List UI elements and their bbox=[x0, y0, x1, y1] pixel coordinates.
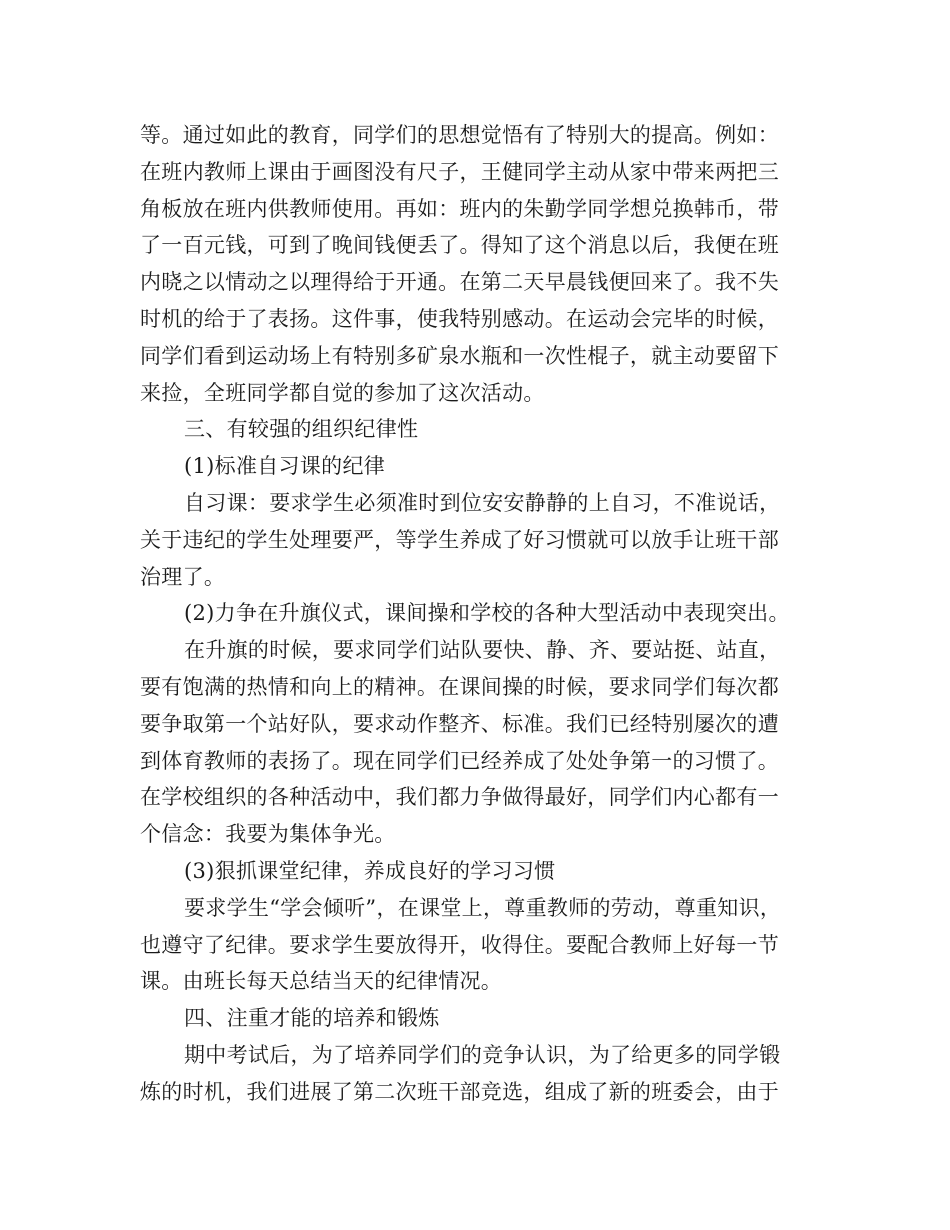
text-line: 了一百元钱，可到了晚间钱便丢了。得知了这个消息以后，我便在班 bbox=[140, 233, 779, 258]
text-line: (3)狠抓课堂纪律，养成良好的学习习惯 bbox=[184, 858, 556, 883]
text-line: 角板放在班内供教师使用。再如：班内的朱勤学同学想兑换韩币，带 bbox=[140, 196, 779, 221]
text-line: 课。由班长每天总结当天的纪律情况。 bbox=[140, 969, 503, 994]
text-line: 关于违纪的学生处理要严，等学生养成了好习惯就可以放手让班干部 bbox=[140, 527, 779, 552]
text-line: 在升旗的时候，要求同学们站队要快、静、齐、要站挺、站直， bbox=[184, 638, 781, 663]
text-line: 在学校组织的各种活动中，我们都力争做得最好，同学们内心都有一 bbox=[140, 785, 779, 810]
document-body bbox=[140, 117, 830, 1111]
text-line: 要争取第一个站好队，要求动作整齐、标准。我们已经特别屡次的遭 bbox=[140, 711, 779, 736]
text-line: 自习课：要求学生必须准时到位安安静静的上自习，不准说话， bbox=[184, 490, 781, 515]
text-line: 也遵守了纪律。要求学生要放得开，收得住。要配合教师上好每一节 bbox=[140, 932, 779, 957]
text-line: 来捡，全班同学都自觉的参加了这次活动。 bbox=[140, 380, 545, 405]
text-line: 要求学生“学会倾听”，在课堂上，尊重教师的劳动，尊重知识， bbox=[184, 895, 782, 920]
text-line: 三、有较强的组织纪律性 bbox=[184, 417, 419, 442]
text-line: 内晓之以情动之以理得给于开通。在第二天早晨钱便回来了。我不失 bbox=[140, 270, 779, 295]
text-line: 时机的给于了表扬。这件事，使我特别感动。在运动会完毕的时候， bbox=[140, 306, 779, 331]
text-line: 同学们看到运动场上有特别多矿泉水瓶和一次性棍子，就主动要留下 bbox=[140, 343, 779, 368]
text-line: 要有饱满的热情和向上的精神。在课间操的时候，要求同学们每次都 bbox=[140, 674, 779, 699]
text-line: (1)标准自习课的纪律 bbox=[184, 454, 386, 479]
text-line: 治理了。 bbox=[140, 564, 226, 589]
text-line: 期中考试后，为了培养同学们的竞争认识，为了给更多的同学锻 bbox=[184, 1042, 781, 1067]
text-line: 到体育教师的表扬了。现在同学们已经养成了处处争第一的习惯了。 bbox=[140, 748, 779, 773]
text-line: 等。通过如此的教育，同学们的思想觉悟有了特别大的提高。例如： bbox=[140, 123, 779, 147]
text-line: 炼的时机，我们进展了第二次班干部竞选，组成了新的班委会，由于 bbox=[140, 1079, 779, 1104]
text-line: 个信念：我要为集体争光。 bbox=[140, 822, 396, 847]
text-line: 在班内教师上课由于画图没有尺子，王健同学主动从家中带来两把三 bbox=[140, 159, 779, 184]
text-line: 四、注重才能的培养和锻炼 bbox=[184, 1006, 440, 1031]
text-line: (2)力争在升旗仪式，课间操和学校的各种大型活动中表现突出。 bbox=[184, 601, 790, 626]
